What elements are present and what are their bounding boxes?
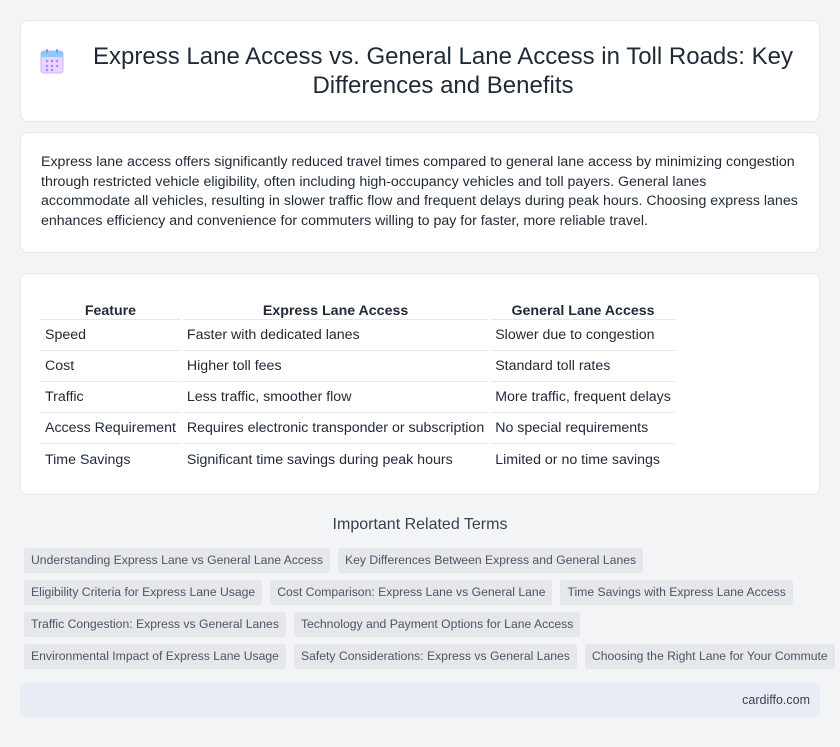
table-cell: Speed (41, 320, 180, 351)
related-terms-heading: Important Related Terms (332, 516, 508, 533)
tag-link[interactable]: Safety Considerations: Express vs General Lanes (294, 644, 577, 669)
page-title: Express Lane Access vs. General Lane Access in Toll Roads: Key Differences and Benefits (93, 43, 793, 99)
column-header-general: General Lane Access (491, 296, 675, 320)
table-row (41, 382, 675, 413)
table-cell: Access Requirement (41, 413, 180, 444)
comparison-table (38, 296, 678, 475)
table-cell: No special requirements (491, 413, 675, 444)
intro-paragraph: Express lane access offers significantly reduced travel times compared to general lane access by minimizing congestion through restricted vehicle eligibility, often including high-occupancy vehicles and toll payers. General lanes accommodate all vehicles, resulting in slower traffic flow and frequent delays during peak hours. Choosing express lanes enhances efficiency and convenience for commuters willing to pay for faster, more reliable travel. (41, 154, 798, 229)
footer (20, 683, 820, 717)
tag-row (24, 580, 824, 612)
table-row (41, 444, 675, 475)
tag-row (24, 612, 824, 644)
column-header-express: Express Lane Access (183, 296, 488, 320)
intro-card (20, 132, 820, 253)
header-card (20, 20, 820, 122)
tag-link[interactable]: Choosing the Right Lane for Your Commute (585, 644, 835, 669)
related-terms-tags (24, 548, 828, 676)
column-header-feature: Feature (41, 296, 180, 320)
tag-link[interactable]: Time Savings with Express Lane Access (560, 580, 792, 605)
footer-site-link[interactable]: cardiffo.com (742, 693, 810, 707)
table-cell: Faster with dedicated lanes (183, 320, 488, 351)
table-cell: Cost (41, 351, 180, 382)
tag-link[interactable]: Eligibility Criteria for Express Lane Usage (24, 580, 262, 605)
calendar-icon (40, 48, 64, 74)
table-cell: More traffic, frequent delays (491, 382, 675, 413)
table-cell: Less traffic, smoother flow (183, 382, 488, 413)
tag-link[interactable]: Technology and Payment Options for Lane Access (294, 612, 580, 637)
tag-link[interactable]: Environmental Impact of Express Lane Usage (24, 644, 286, 669)
comparison-table-card (20, 273, 820, 495)
table-row (41, 413, 675, 444)
table-cell: Requires electronic transponder or subscription (183, 413, 488, 444)
table-cell: Slower due to congestion (491, 320, 675, 351)
tag-link[interactable]: Cost Comparison: Express Lane vs General Lane (270, 580, 552, 605)
tag-link[interactable]: Traffic Congestion: Express vs General Lanes (24, 612, 286, 637)
table-header-row (41, 296, 675, 320)
table-cell: Higher toll fees (183, 351, 488, 382)
table-row (41, 320, 675, 351)
tag-link[interactable]: Understanding Express Lane vs General Lane Access (24, 548, 330, 573)
table-cell: Traffic (41, 382, 180, 413)
title-wrap (40, 42, 800, 100)
table-row (41, 351, 675, 382)
tag-row (24, 644, 828, 676)
table-cell: Limited or no time savings (495, 451, 661, 468)
tag-row (24, 548, 824, 580)
table-cell: Significant time savings during peak hours (186, 451, 453, 468)
table-cell: Standard toll rates (491, 351, 675, 382)
table-cell: Time Savings (45, 451, 131, 468)
tag-link[interactable]: Key Differences Between Express and General Lanes (338, 548, 643, 573)
